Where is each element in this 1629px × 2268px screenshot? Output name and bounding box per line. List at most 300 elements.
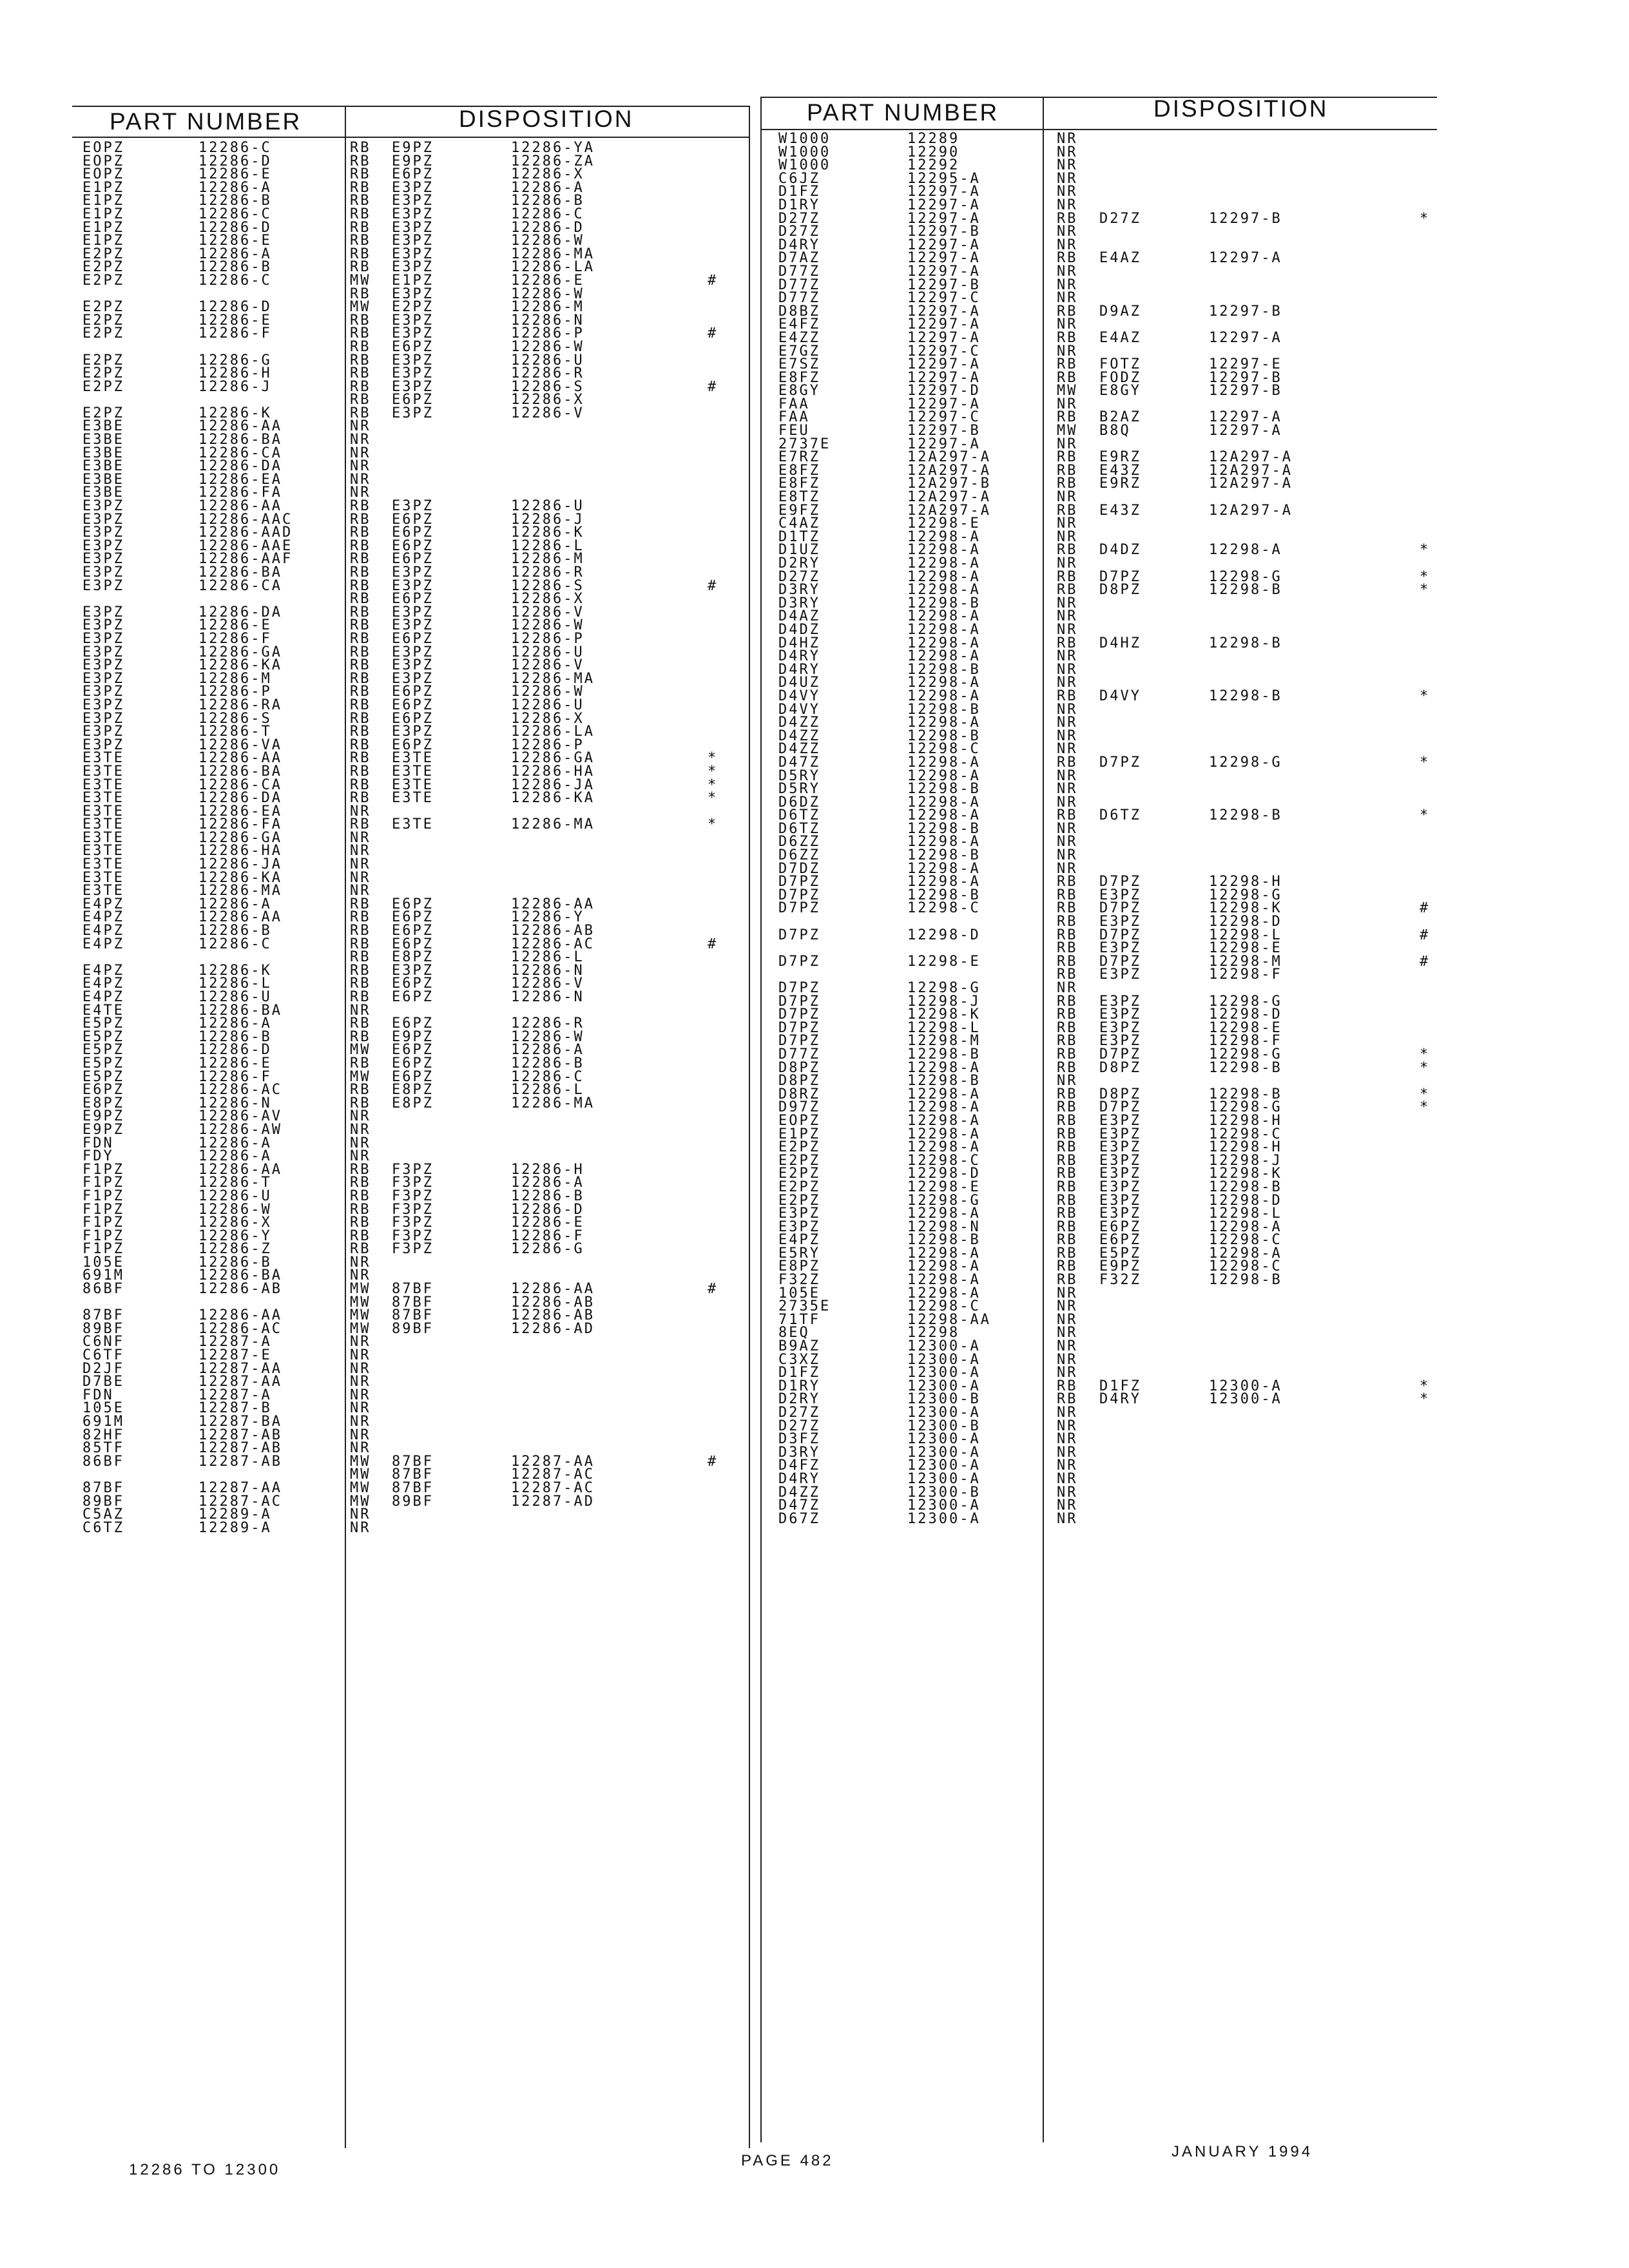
replacement-number: 12286-L [511, 1082, 584, 1099]
disposition-code: RB [350, 724, 371, 740]
replacement-prefix: E6PZ [392, 923, 434, 939]
replacement-prefix: E6PZ [392, 697, 434, 713]
part-prefix: E2PZ [82, 312, 124, 329]
part-prefix: D3RY [778, 1444, 820, 1461]
disposition-code: RB [350, 962, 371, 979]
disposition-code: NR [1057, 290, 1078, 307]
part-prefix: D8PZ [778, 1073, 820, 1090]
table-row [778, 329, 1436, 346]
part-number: 12286-P [198, 684, 272, 700]
disposition-code: RB [350, 365, 371, 382]
replacement-number: 12297-A [1209, 409, 1282, 426]
part-prefix: D8BZ [778, 303, 820, 320]
disposition-code: NR [350, 1334, 371, 1350]
table-row [82, 1495, 746, 1509]
part-number: 12287-A [198, 1387, 272, 1403]
part-prefix: C6NF [82, 1334, 124, 1350]
disposition-code: NR [350, 1254, 371, 1271]
disposition-code: RB [1057, 449, 1078, 466]
disposition-code: RB [350, 617, 371, 634]
replacement-prefix: E6PZ [392, 684, 434, 700]
replacement-prefix: D7PZ [1099, 1046, 1141, 1062]
part-number: 12298-C [907, 1298, 981, 1315]
disposition-code: RB [350, 736, 371, 753]
replacement-prefix: E6PZ [392, 392, 434, 408]
table-row [778, 584, 1436, 597]
replacement-prefix: E6PZ [392, 909, 434, 926]
disposition-code: RB [1057, 1258, 1078, 1275]
replacement-prefix: D8PZ [1099, 1059, 1141, 1076]
disposition-code: NR [350, 471, 371, 488]
disposition-code: RB [350, 591, 371, 608]
table-row [778, 849, 1436, 863]
replacement-prefix: 87BF [392, 1307, 434, 1324]
disposition-code: NR [1057, 396, 1078, 412]
part-prefix: 105E [82, 1254, 124, 1271]
part-number: 12A297-A [907, 462, 991, 479]
replacement-number: 12286-R [511, 1015, 584, 1032]
disposition-code: RB [1057, 1232, 1078, 1249]
table-row [778, 597, 1436, 611]
replacement-number: 12297-A [1209, 423, 1282, 439]
disposition-code: RB [1057, 1099, 1078, 1116]
replacement-prefix: E3PZ [1099, 1019, 1141, 1036]
part-number: 12297-A [907, 436, 981, 452]
part-prefix: B9AZ [778, 1338, 820, 1355]
disposition-code: RB [350, 989, 371, 1005]
part-prefix: D4ZZ [778, 1484, 820, 1501]
part-prefix: E1PZ [778, 1126, 820, 1142]
part-number: 12286-GA [198, 644, 282, 660]
part-prefix: W1000 [778, 157, 831, 174]
replacement-prefix: D9AZ [1099, 303, 1141, 320]
disposition-code: RB [350, 259, 371, 276]
part-number: 12286-AAC [198, 511, 293, 528]
replacement-number: 12286-S [511, 378, 584, 395]
part-prefix: 86BF [82, 1281, 124, 1298]
replacement-number: 12286-B [511, 1055, 584, 1072]
disposition-code: RB [350, 378, 371, 395]
replacement-number: 12286-W [511, 617, 584, 634]
part-prefix: D97Z [778, 1099, 820, 1116]
disposition-code: RB [350, 405, 371, 421]
part-prefix: EOPZ [778, 1112, 820, 1129]
part-number: 12300-A [907, 1405, 981, 1421]
replacement-prefix: D7PZ [1099, 1099, 1141, 1116]
replacement-prefix: E3PZ [392, 577, 434, 594]
part-number: 12298-E [907, 953, 981, 970]
replacement-prefix: E3PZ [392, 325, 434, 342]
part-number: 12286-DA [198, 604, 282, 620]
part-prefix: D4HZ [778, 635, 820, 651]
part-number: 12286-AAE [198, 537, 293, 554]
part-number: 12300-B [907, 1391, 981, 1408]
table-row [82, 447, 746, 461]
replacement-number: 12286-R [511, 564, 584, 581]
part-prefix: 691M [82, 1267, 124, 1284]
replacement-number: 12298-J [1209, 1152, 1282, 1169]
disposition-code: NR [1057, 555, 1078, 572]
part-number: 12286-D [198, 153, 272, 169]
disposition-code: NR [350, 1267, 371, 1284]
part-number: 12298-M [907, 1033, 981, 1050]
disposition-code: RB [350, 392, 371, 408]
part-number: 12286-CA [198, 776, 282, 793]
part-number: 12286-E [198, 617, 272, 634]
part-number: 12286-AA [198, 498, 282, 515]
replacement-prefix: E6PZ [392, 630, 434, 647]
part-number: 12286-BA [198, 432, 282, 448]
part-prefix: E8FZ [778, 462, 820, 479]
replacement-number: 12286-V [511, 604, 584, 620]
replacement-number: 12298-D [1209, 1192, 1282, 1209]
part-number: 12298-A [907, 874, 981, 890]
disposition-code: NR [350, 843, 371, 860]
part-number: 12298-B [907, 661, 981, 678]
part-prefix: D4RY [778, 1470, 820, 1487]
disposition-code: NR [1057, 1338, 1078, 1355]
part-number: 12286-CA [198, 577, 282, 594]
disposition-code: RB [1057, 900, 1078, 917]
disposition-code: NR [350, 1002, 371, 1019]
note-mark: # [708, 936, 718, 952]
part-prefix: 2735E [778, 1298, 831, 1315]
part-prefix: E3PZ [82, 644, 124, 660]
replacement-number: 12298-A [1209, 542, 1282, 559]
part-number: 12286-E [198, 312, 272, 329]
part-number: 12298-B [907, 847, 981, 864]
part-prefix: E3TE [82, 829, 124, 846]
disposition-code: NR [1057, 648, 1078, 665]
part-prefix: D7DZ [778, 860, 820, 877]
part-number: 12286-EA [198, 471, 282, 488]
disposition-code: NR [350, 1519, 371, 1536]
replacement-number: 12286-N [511, 962, 584, 979]
replacement-number: 12286-A [511, 1042, 584, 1059]
part-prefix: E5PZ [82, 1042, 124, 1059]
disposition-code: RB [350, 511, 371, 528]
disposition-code: NR [350, 1440, 371, 1457]
part-number: 12286-B [198, 193, 272, 209]
part-prefix: C4AZ [778, 515, 820, 532]
table-row [778, 1287, 1436, 1301]
part-prefix: E1PZ [82, 179, 124, 196]
part-number: 12300-A [907, 1431, 981, 1448]
replacement-prefix: E43Z [1099, 502, 1141, 519]
part-prefix: D77Z [778, 290, 820, 307]
footer-date: JANUARY 1994 [1171, 2143, 1313, 2160]
replacement-number: 12286-MA [511, 245, 595, 262]
table-row [778, 1327, 1436, 1340]
part-prefix: E8FZ [778, 476, 820, 492]
part-prefix: D27Z [778, 568, 820, 585]
part-number: 12287-AB [198, 1453, 282, 1470]
replacement-number: 12286-B [511, 193, 584, 209]
part-prefix: E2PZ [82, 352, 124, 369]
disposition-code: RB [1057, 462, 1078, 479]
part-prefix: 105E [82, 1400, 124, 1417]
disposition-code: RB [350, 285, 371, 302]
disposition-code: RB [350, 179, 371, 196]
replacement-prefix: E8PZ [392, 1095, 434, 1111]
replacement-prefix: FOTZ [1099, 356, 1141, 373]
replacement-prefix: D4RY [1099, 1391, 1141, 1408]
table-row [778, 756, 1436, 770]
part-prefix: E3TE [82, 803, 124, 820]
table-row [778, 1470, 1436, 1487]
disposition-code: RB [1057, 1391, 1078, 1408]
table-row [778, 661, 1436, 678]
part-prefix: D6DZ [778, 794, 820, 811]
replacement-number: 12298-B [1209, 1059, 1282, 1076]
disposition-code: MW [350, 1068, 371, 1085]
disposition-code: NR [1057, 661, 1078, 678]
part-number: 12300-A [907, 1378, 981, 1394]
replacement-number: 12298-L [1209, 1206, 1282, 1222]
disposition-code: NR [1057, 263, 1078, 280]
table-row [82, 1376, 746, 1389]
replacement-number: 12286-LA [511, 724, 595, 740]
part-prefix: E3TE [82, 776, 124, 793]
disposition-code: RB [350, 219, 371, 236]
part-prefix: FEU [778, 423, 810, 439]
disposition-code: RB [1057, 1046, 1078, 1062]
replacement-number: 12A297-A [1209, 449, 1293, 466]
table-row [778, 1059, 1436, 1076]
table-row [82, 1320, 746, 1337]
part-prefix: D4VY [778, 701, 820, 718]
table-row [82, 1121, 746, 1138]
replacement-prefix: D7PZ [1099, 900, 1141, 917]
part-prefix: E4PZ [82, 936, 124, 952]
disposition-code: NR [1057, 236, 1078, 253]
replacement-number: 12298-F [1209, 966, 1282, 983]
table-row [778, 1351, 1436, 1368]
replacement-prefix: D7PZ [1099, 874, 1141, 890]
part-prefix: 85TF [82, 1440, 124, 1457]
replacement-number: 12286-N [511, 989, 584, 1005]
part-prefix: D27Z [778, 210, 820, 227]
part-number: 12297-A [907, 197, 981, 213]
part-prefix: F1PZ [82, 1215, 124, 1231]
part-number: 12286-F [198, 1068, 272, 1085]
left-part-number-header: PART NUMBER [110, 108, 302, 135]
part-prefix: 86BF [82, 1453, 124, 1470]
part-prefix: D4UZ [778, 675, 820, 691]
disposition-code: RB [350, 776, 371, 793]
disposition-code: NR [1057, 224, 1078, 240]
note-mark: * [1420, 1059, 1431, 1076]
part-prefix: D3FZ [778, 1431, 820, 1448]
part-number: 12286-AB [198, 1281, 282, 1298]
part-number: 12286-E [198, 233, 272, 249]
part-prefix: D4RY [778, 236, 820, 253]
part-prefix: F1PZ [82, 1161, 124, 1178]
disposition-code: NR [1057, 1484, 1078, 1501]
replacement-prefix: 87BF [392, 1466, 434, 1483]
replacement-prefix: D6TZ [1099, 807, 1141, 824]
table-row [82, 1508, 746, 1522]
disposition-code: NR [1057, 1444, 1078, 1461]
replacement-number: 12286-GA [511, 750, 595, 767]
replacement-number: 12298-M [1209, 953, 1282, 970]
replacement-number: 12297-B [1209, 210, 1282, 227]
table-row [778, 477, 1436, 491]
part-prefix: E3BE [82, 485, 124, 501]
part-number: 12287-BA [198, 1414, 282, 1430]
replacement-prefix: E3PZ [392, 365, 434, 382]
replacement-prefix: E3PZ [1099, 1033, 1141, 1050]
disposition-code: NR [1057, 608, 1078, 625]
part-number: 12297-A [907, 184, 981, 200]
part-prefix: E8PZ [778, 1258, 820, 1275]
part-prefix: EOPZ [82, 166, 124, 183]
part-prefix: D27Z [778, 1405, 820, 1421]
replacement-prefix: F3PZ [392, 1161, 434, 1178]
replacement-prefix: E6PZ [1099, 1232, 1141, 1249]
replacement-prefix: D1FZ [1099, 1378, 1141, 1394]
part-number: 12286-C [198, 936, 272, 952]
replacement-number: 12286-C [511, 1068, 584, 1085]
part-prefix: D4ZZ [778, 715, 820, 731]
replacement-prefix: E8PZ [392, 949, 434, 966]
part-number: 12297-A [907, 263, 981, 280]
replacement-prefix: F3PZ [392, 1241, 434, 1258]
part-prefix: E5PZ [82, 1068, 124, 1085]
part-prefix: FDY [82, 1148, 114, 1165]
disposition-code: NR [1057, 1431, 1078, 1448]
part-number: 12286-KA [198, 869, 282, 886]
replacement-number: 12286-AA [511, 896, 595, 912]
part-prefix: D7PZ [778, 993, 820, 1010]
part-number: 12298-E [907, 1178, 981, 1195]
part-number: 12286-X [198, 1215, 272, 1231]
part-prefix: C6JZ [778, 170, 820, 187]
table-row [82, 792, 746, 805]
right-part-number-header: PART NUMBER [807, 99, 999, 126]
right-table-body [778, 133, 1436, 1526]
part-number: 12286-DA [198, 790, 282, 807]
replacement-prefix: E3PZ [1099, 1126, 1141, 1142]
disposition-code: RB [350, 1175, 371, 1191]
disposition-code: RB [1057, 582, 1078, 599]
replacement-prefix: E3PZ [392, 179, 434, 196]
note-mark: * [1420, 687, 1431, 704]
disposition-code: RB [350, 1187, 371, 1204]
disposition-code: NR [1057, 847, 1078, 864]
part-number: 12298-A [907, 1126, 981, 1142]
replacement-prefix: E3PZ [392, 312, 434, 329]
table-row [82, 1097, 746, 1111]
part-number: 12286-A [198, 179, 272, 196]
part-number: 12298 [907, 1325, 960, 1341]
disposition-code: RB [350, 923, 371, 939]
part-number: 12298-A [907, 1206, 981, 1222]
part-prefix: E3TE [82, 763, 124, 780]
table-row [82, 1110, 746, 1124]
replacement-number: 12286-AC [511, 936, 595, 952]
part-prefix: E3PZ [82, 511, 124, 528]
part-number: 12286-T [198, 1175, 272, 1191]
replacement-prefix: E9RZ [1099, 449, 1141, 466]
table-row [778, 276, 1436, 293]
table-row [778, 1274, 1436, 1287]
replacement-prefix: E3PZ [1099, 887, 1141, 903]
part-number: 12298-A [907, 1112, 981, 1129]
part-prefix: D4AZ [778, 608, 820, 625]
part-prefix: E4PZ [82, 909, 124, 926]
replacement-number: 12286-N [511, 312, 584, 329]
part-prefix: D47Z [778, 754, 820, 771]
table-row [778, 1340, 1436, 1354]
table-row [82, 1402, 746, 1416]
part-number: 12286-U [198, 1187, 272, 1204]
part-prefix: 105E [778, 1285, 820, 1302]
part-number: 12297-C [907, 409, 981, 426]
disposition-code: NR [350, 418, 371, 435]
part-number: 12300-B [907, 1484, 981, 1501]
part-number: 12286-Y [198, 1227, 272, 1244]
replacement-number: 12287-AC [511, 1479, 595, 1496]
table-row [82, 845, 746, 858]
replacement-number: 12298-G [1209, 993, 1282, 1010]
replacement-prefix: E5PZ [1099, 1245, 1141, 1262]
part-prefix: D77Z [778, 1046, 820, 1062]
part-number: 12298-A [907, 754, 981, 771]
right-table-start [760, 97, 762, 2142]
replacement-number: 12297-B [1209, 303, 1282, 320]
disposition-code: NR [350, 1387, 371, 1403]
note-mark: * [708, 790, 718, 807]
replacement-number: 12286-AB [511, 923, 595, 939]
replacement-prefix: E6PZ [1099, 1218, 1141, 1235]
table-row [82, 420, 746, 434]
part-number: 12286-D [198, 1042, 272, 1059]
replacement-number: 12286-MA [511, 816, 595, 833]
replacement-prefix: E9PZ [392, 153, 434, 169]
replacement-number: 12286-ZA [511, 153, 595, 169]
disposition-code: RB [350, 153, 371, 169]
disposition-code: RB [350, 949, 371, 966]
footer-page: PAGE 482 [741, 2152, 834, 2169]
note-mark: * [1420, 568, 1431, 585]
disposition-code: NR [350, 1360, 371, 1377]
part-prefix: E2PZ [82, 272, 124, 289]
table-row [82, 1349, 746, 1363]
part-number: 12286-AAF [198, 551, 293, 568]
disposition-code: MW [1057, 423, 1078, 439]
part-prefix: D4RY [778, 661, 820, 678]
part-prefix: E2PZ [82, 245, 124, 262]
part-prefix: 87BF [82, 1307, 124, 1324]
disposition-code: RB [1057, 874, 1078, 890]
replacement-number: 12286-K [511, 524, 584, 541]
disposition-code: NR [350, 485, 371, 501]
replacement-prefix: 89BF [392, 1493, 434, 1510]
disposition-code: NR [1057, 1405, 1078, 1421]
left-table-end [749, 106, 750, 2148]
disposition-code: NR [1057, 1285, 1078, 1302]
part-prefix: C6TF [82, 1347, 124, 1364]
disposition-code: RB [1057, 966, 1078, 983]
replacement-prefix: E3PZ [392, 498, 434, 515]
replacement-prefix: E3PZ [1099, 1152, 1141, 1169]
part-number: 12298-C [907, 1152, 981, 1169]
part-prefix: E3PZ [82, 564, 124, 581]
replacement-number: 12286-V [511, 657, 584, 674]
disposition-code: MW [350, 1281, 371, 1298]
replacement-prefix: E3PZ [392, 564, 434, 581]
